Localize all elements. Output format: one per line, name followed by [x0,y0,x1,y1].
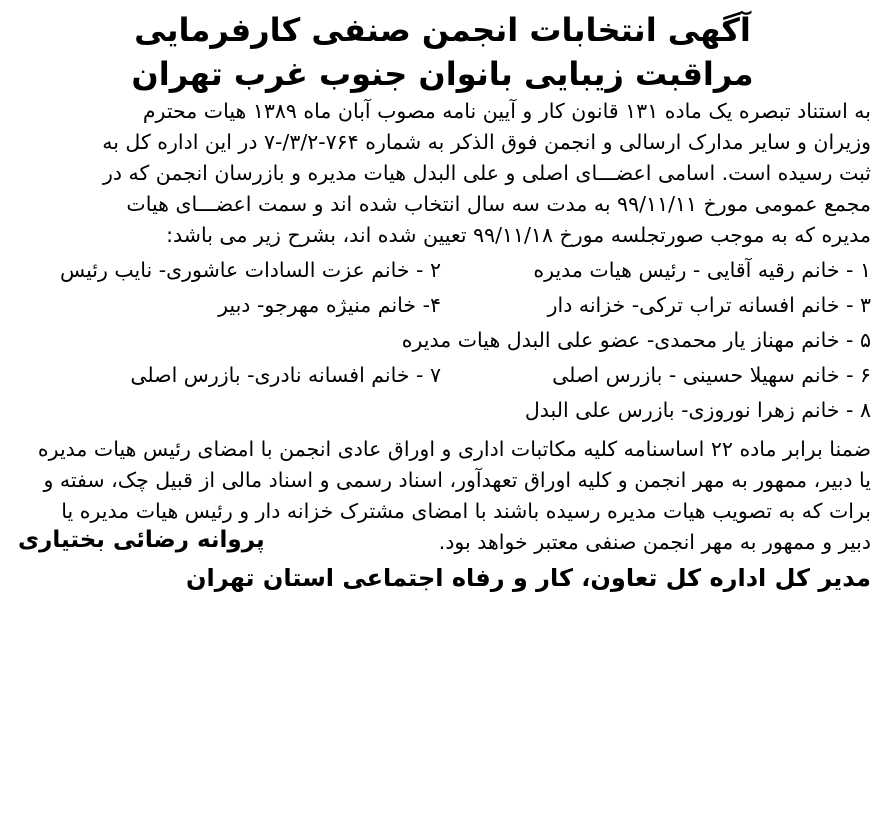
member-entry: ۵ - خانم مهناز یار محمدی- عضو علی البدل هیات مدیره [401,328,871,352]
member-entry: ۸ - خانم زهرا نوروزی- بازرس علی البدل [524,398,871,422]
member-entry: ۳ - خانم افسانه تراب ترکی- خزانه دار [547,293,871,317]
intro-line: مجمع عمومی مورخ ۹۹/۱۱/۱۱ به مدت سه سال انتخاب شده اند و سمت اعضـــای هیات [126,192,871,216]
closing-line: دبیر و ممهور به مهر انجمن صنفی معتبر خواهد بود. [438,530,871,554]
intro-line: وزیران و سایر مدارک ارسالی و انجمن فوق الذکر به شماره ۷۶۴-۳/۲/-۷ در این اداره کل به [102,130,871,154]
closing-line: ضمنا برابر ماده ۲۲ اساسنامه کلیه مکاتبات اداری و اوراق عادی انجمن با امضای رئیس هیات مدیره [37,437,871,461]
intro-line: ثبت رسیده است. اسامی اعضـــای اصلی و علی البدل هیات مدیره و بازرسان انجمن که در [102,161,871,185]
member-entry: ۲ - خانم عزت السادات عاشوری- نایب رئیس [59,258,441,282]
intro-line: مدیره که به موجب صورتجلسه مورخ ۹۹/۱۱/۱۸ تعیین شده اند، بشرح زیر می باشد: [166,223,871,247]
member-entry: ۶ - خانم سهیلا حسینی - بازرس اصلی [552,363,871,387]
signer-name: پروانه رضائی بختیاری [18,527,265,553]
member-entry: ۱ - خانم رقیه آقایی - رئیس هیات مدیره [533,258,871,282]
member-row [14,358,871,393]
closing-block [14,434,871,558]
member-entry: ۷ - خانم افسانه نادری- بازرس اصلی [130,363,441,387]
members-list [14,253,871,428]
closing-line: برات که به تصویب هیات مدیره رسیده باشند با امضای مشترک خزانه دار و رئیس هیات مدیره یا [61,499,871,523]
signer-title: مدیر کل اداره کل تعاون، کار و رفاه اجتماعی استان تهران [186,564,871,592]
member-row [14,253,871,288]
member-row [14,393,871,428]
intro-paragraph [14,96,871,251]
member-row [14,323,871,358]
intro-line: به استناد تبصره یک ماده ۱۳۱ قانون کار و آیین نامه مصوب آبان ماه ۱۳۸۹ هیات محترم [142,99,871,123]
closing-line: یا دبیر، ممهور به مهر انجمن و کلیه اوراق تعهدآور، اسناد رسمی و اسناد مالی از قبیل چک، سفته و [43,468,871,492]
member-row [14,288,871,323]
notice-title-line2: مراقبت زیبایی بانوان جنوب غرب تهران [131,55,754,93]
member-entry: ۴- خانم منیژه مهرجو- دبیر [218,293,441,317]
notice-title-line1: آگهی انتخابات انجمن صنفی کارفرمایی [134,11,751,49]
